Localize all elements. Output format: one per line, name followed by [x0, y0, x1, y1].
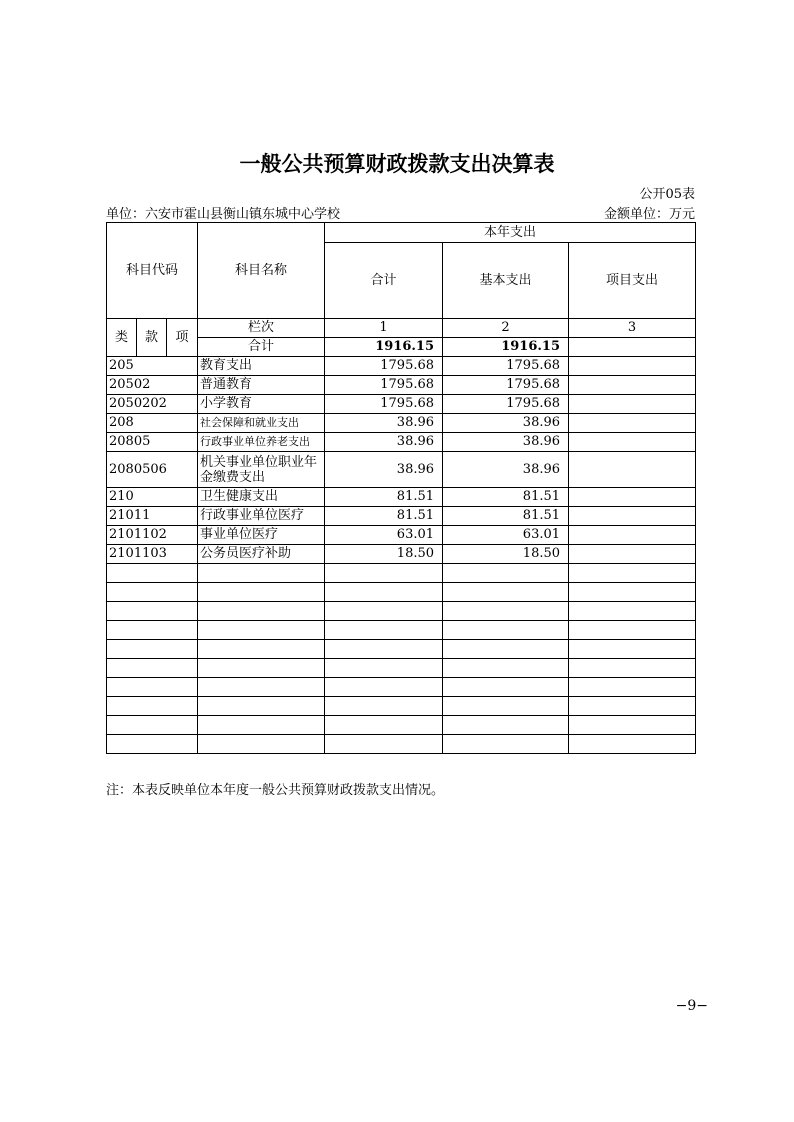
row-basic: 63.01 — [443, 526, 569, 545]
form-number: 公开05表 — [639, 187, 695, 202]
row-basic: 1795.68 — [443, 395, 569, 414]
row-name: 事业单位医疗 — [198, 526, 325, 545]
header-current-year: 本年支出 — [325, 223, 696, 243]
table-row — [107, 507, 696, 526]
header-subject-code: 科目代码 — [107, 223, 198, 319]
row-code: 208 — [107, 414, 198, 433]
row-total: 1795.68 — [325, 357, 443, 376]
column-number-2: 2 — [443, 319, 569, 338]
row-code: 2080506 — [107, 452, 198, 488]
row-basic: 81.51 — [443, 488, 569, 507]
table-row — [107, 433, 696, 452]
row-basic: 81.51 — [443, 507, 569, 526]
row-code: 2101102 — [107, 526, 198, 545]
row-project — [569, 526, 696, 545]
row-project — [569, 507, 696, 526]
row-code: 2101103 — [107, 545, 198, 564]
row-total: 81.51 — [325, 488, 443, 507]
row-name: 社会保障和就业支出 — [198, 414, 325, 433]
table-row — [107, 526, 696, 545]
table-row — [107, 357, 696, 376]
row-basic: 1795.68 — [443, 376, 569, 395]
row-basic: 38.96 — [443, 414, 569, 433]
table-row — [107, 414, 696, 433]
empty-row — [107, 678, 696, 697]
empty-row — [107, 697, 696, 716]
amount-unit-label: 金额单位：万元 — [603, 207, 695, 222]
page-title: 一般公共预算财政拨款支出决算表 — [239, 152, 555, 176]
row-code: 2050202 — [107, 395, 198, 414]
row-project — [569, 545, 696, 564]
row-name: 行政事业单位医疗 — [198, 507, 325, 526]
row-basic: 18.50 — [443, 545, 569, 564]
row-code: 21011 — [107, 507, 198, 526]
row-total: 18.50 — [325, 545, 443, 564]
row-name: 公务员医疗补助 — [198, 545, 325, 564]
empty-row — [107, 659, 696, 678]
table-row — [107, 452, 696, 488]
header-subject-name: 科目名称 — [198, 223, 325, 319]
row-total: 1795.68 — [325, 395, 443, 414]
row-total: 38.96 — [325, 414, 443, 433]
table-row — [107, 545, 696, 564]
row-name: 机关事业单位职业年金缴费支出 — [198, 452, 325, 488]
row-name: 小学教育 — [198, 395, 325, 414]
column-number-1: 1 — [325, 319, 443, 338]
sum-project — [569, 338, 696, 357]
empty-row — [107, 640, 696, 659]
header-lei: 类 — [107, 319, 137, 357]
table-row — [107, 488, 696, 507]
header-project: 项目支出 — [569, 243, 696, 319]
footnote: 注：本表反映单位本年度一般公共预算财政拨款支出情况。 — [106, 783, 445, 798]
sum-basic: 1916.15 — [443, 338, 569, 357]
row-code: 20502 — [107, 376, 198, 395]
page-number: −9− — [675, 998, 708, 1014]
table-row — [107, 376, 696, 395]
row-total: 38.96 — [325, 452, 443, 488]
empty-row — [107, 564, 696, 583]
row-total: 81.51 — [325, 507, 443, 526]
row-project — [569, 376, 696, 395]
header-kuan: 款 — [137, 319, 167, 357]
row-name: 卫生健康支出 — [198, 488, 325, 507]
header-basic: 基本支出 — [443, 243, 569, 319]
sum-total: 1916.15 — [325, 338, 443, 357]
empty-row — [107, 621, 696, 640]
table-row — [107, 395, 696, 414]
row-basic: 38.96 — [443, 452, 569, 488]
header-total: 合计 — [325, 243, 443, 319]
row-project — [569, 395, 696, 414]
row-project — [569, 433, 696, 452]
empty-row — [107, 602, 696, 621]
row-total: 1795.68 — [325, 376, 443, 395]
row-name: 普通教育 — [198, 376, 325, 395]
row-total: 63.01 — [325, 526, 443, 545]
row-total: 38.96 — [325, 433, 443, 452]
sum-label: 合计 — [198, 338, 325, 357]
header-xiang: 项 — [167, 319, 198, 357]
column-number-3: 3 — [569, 319, 696, 338]
empty-row — [107, 735, 696, 754]
expenditure-table — [106, 222, 696, 754]
row-basic: 1795.68 — [443, 357, 569, 376]
empty-row — [107, 583, 696, 602]
row-code: 210 — [107, 488, 198, 507]
empty-row — [107, 716, 696, 735]
row-code: 205 — [107, 357, 198, 376]
row-project — [569, 452, 696, 488]
row-project — [569, 357, 696, 376]
header-column-index: 栏次 — [198, 319, 325, 338]
row-project — [569, 414, 696, 433]
row-code: 20805 — [107, 433, 198, 452]
unit-label: 单位：六安市霍山县衡山镇东城中心学校 — [106, 207, 341, 222]
row-name: 教育支出 — [198, 357, 325, 376]
row-name: 行政事业单位养老支出 — [198, 433, 325, 452]
row-project — [569, 488, 696, 507]
row-basic: 38.96 — [443, 433, 569, 452]
